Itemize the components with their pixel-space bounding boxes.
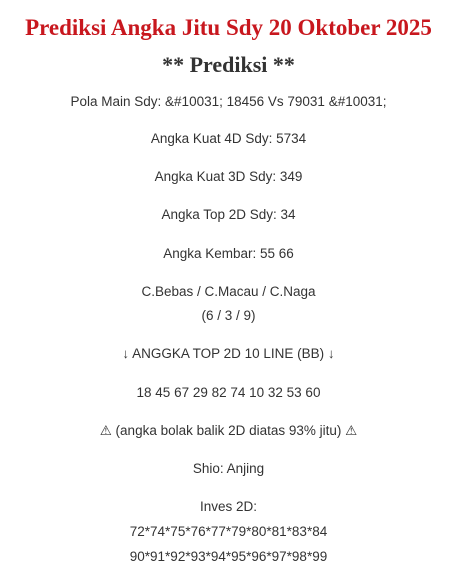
angka-kembar-line: Angka Kembar: 55 66 [163,246,294,261]
top-2d-numbers: 18 45 67 29 82 74 10 32 53 60 [136,385,321,400]
inves-label: Inves 2D: [199,499,258,514]
page-title: Prediksi Angka Jitu Sdy 20 Oktober 2025 [25,15,432,40]
angka-top-2d-line: Angka Top 2D Sdy: 34 [161,207,296,222]
colok-label-line: C.Bebas / C.Macau / C.Naga [141,284,316,299]
angka-kuat-4d-line: Angka Kuat 4D Sdy: 5734 [150,131,307,146]
section-heading: ** Prediksi ** [162,52,295,77]
bolak-balik-note: ⚠ (angka bolak balik 2D diatas 93% jitu) ⚠ [99,423,358,438]
inves-row-1: 72*74*75*76*77*79*80*81*83*84 [129,524,328,539]
angka-kuat-3d-line: Angka Kuat 3D Sdy: 349 [154,169,303,184]
top-2d-heading: ↓ ANGGKA TOP 2D 10 LINE (BB) ↓ [122,346,335,361]
colok-values-line: (6 / 3 / 9) [201,308,256,323]
inves-row-2: 90*91*92*93*94*95*96*97*98*99 [129,549,328,564]
shio-line: Shio: Anjing [192,461,265,476]
pola-main-line: Pola Main Sdy: &#10031; 18456 Vs 79031 &#10031; [70,94,387,109]
